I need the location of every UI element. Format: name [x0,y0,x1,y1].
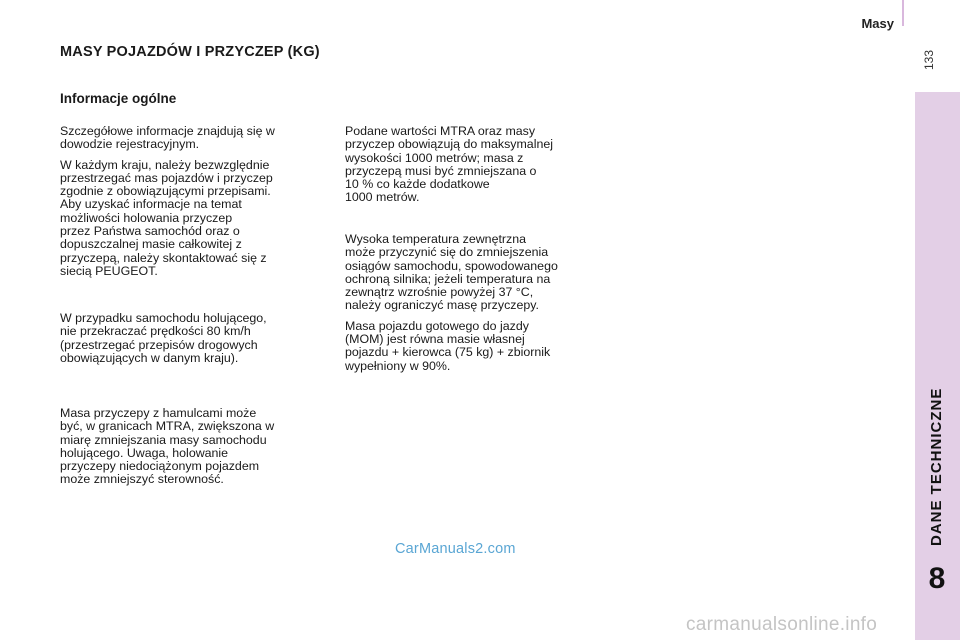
chapter-side-tab [915,92,960,640]
paragraph: Podane wartości MTRA oraz masy przyczep obowiązują do maksymalnej wysokości 1000 metrów; masa z przyczepą musi być zmniejszana o 10 % co każde dodatkowe 1000 metrów. [345,124,553,205]
left-column [60,125,338,285]
paragraph: Masa pojazdu gotowego do jazdy (MOM) jest równa masie własnej pojazdu + kierowca (75 kg) + zbiornik wypełniony w 90%. [345,318,551,373]
page-number: 133 [922,49,936,70]
section-heading: Informacje ogólne [60,91,177,106]
right-column-block [345,233,623,380]
left-column-block [60,312,338,372]
page-title: MASY POJAZDÓW I PRZYCZEP (KG) [60,44,320,60]
paragraph: Masa przyczepy z hamulcami może być, w granicach MTRA, zwiększona w miarę zmniejszania masy samochodu holującego. Uwaga, holowanie przyczepy niedociążonym pojazdem może zmniejszyć sterowność. [60,406,275,487]
paragraph: Wysoka temperatura zewnętrzna może przyczynić się do zmniejszenia osiągów samochodu, spowodowanego ochroną silnika; jeżeli temperatura na zewnątrz wzrośnie powyżej 37 °C, należy ograniczyć masę przyczepy. [345,232,558,313]
paragraph: Szczegółowe informacje znajdują się w dowodzie rejestracyjnym. [60,124,275,152]
footer-watermark: carmanualsonline.info [686,614,878,635]
paragraph: W każdym kraju, należy bezwzględnie przestrzegać mas pojazdów i przyczep zgodnie z obowiązującymi przepisami. Aby uzyskać informacje na temat możliwości holowania przyczep przez Państwa samochód oraz o dopuszczalnej masie całkowitej z przyczepą, należy skontaktować się z siecią PEUGEOT. [60,157,273,278]
paragraph: W przypadku samochodu holującego, nie przekraczać prędkości 80 km/h (przestrzegać przepisów drogowych obowiązujących w danym kraju). [60,311,267,365]
header-divider [902,0,904,26]
chapter-number: 8 [928,562,946,595]
left-column-block [60,407,338,494]
header-section-title: Masy [861,16,894,31]
watermark-link[interactable]: CarManuals2.com [395,541,516,557]
chapter-tab-label: DANE TECHNICZNE [928,387,945,546]
right-column [345,125,623,212]
